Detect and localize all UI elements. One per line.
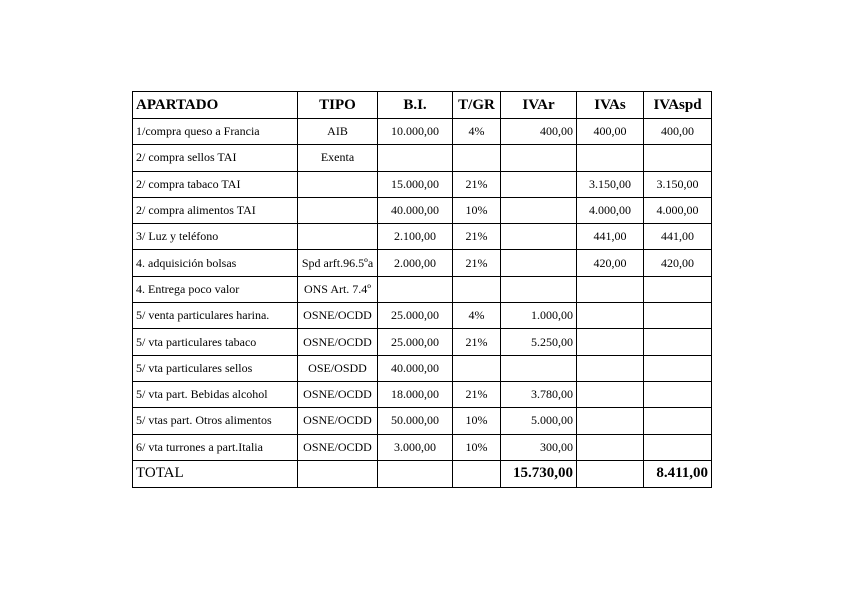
cell-ivas — [577, 355, 644, 381]
cell-ivaspd: 441,00 — [644, 224, 712, 250]
cell-ivar — [501, 224, 577, 250]
table-row — [133, 276, 712, 302]
cell-tipo: ONS Art. 7.4º — [298, 276, 378, 302]
cell-ivar — [501, 145, 577, 171]
cell-tgr: 4% — [453, 303, 501, 329]
header-row — [133, 92, 712, 119]
cell-ivaspd — [644, 145, 712, 171]
cell-ivaspd: 3.150,00 — [644, 171, 712, 197]
cell-tipo: OSNE/OCDD — [298, 329, 378, 355]
cell-tipo: OSNE/OCDD — [298, 303, 378, 329]
cell-tipo: OSNE/OCDD — [298, 381, 378, 407]
cell-bi: 25.000,00 — [378, 329, 453, 355]
cell-apartado: 4. Entrega poco valor — [133, 276, 298, 302]
header-ivar: IVAr — [501, 92, 577, 119]
cell-bi: 40.000,00 — [378, 355, 453, 381]
cell-ivaspd: 400,00 — [644, 119, 712, 145]
cell-ivar — [501, 276, 577, 302]
cell-ivar — [501, 250, 577, 276]
cell-apartado: 4. adquisición bolsas — [133, 250, 298, 276]
cell-ivaspd — [644, 355, 712, 381]
total-label: TOTAL — [133, 460, 298, 487]
cell-apartado: 5/ venta particulares harina. — [133, 303, 298, 329]
cell-tipo: AIB — [298, 119, 378, 145]
table-row — [133, 171, 712, 197]
cell-tipo — [298, 197, 378, 223]
total-ivas — [577, 460, 644, 487]
cell-bi: 40.000,00 — [378, 197, 453, 223]
cell-bi: 2.100,00 — [378, 224, 453, 250]
cell-ivaspd — [644, 329, 712, 355]
cell-tgr: 21% — [453, 250, 501, 276]
table-row — [133, 408, 712, 434]
cell-bi: 10.000,00 — [378, 119, 453, 145]
cell-ivar: 3.780,00 — [501, 381, 577, 407]
cell-ivas — [577, 303, 644, 329]
cell-ivas — [577, 381, 644, 407]
cell-ivaspd — [644, 434, 712, 460]
cell-tgr: 10% — [453, 434, 501, 460]
header-tipo: TIPO — [298, 92, 378, 119]
table-row — [133, 145, 712, 171]
cell-apartado: 2/ compra alimentos TAI — [133, 197, 298, 223]
cell-tgr: 21% — [453, 224, 501, 250]
cell-ivaspd: 420,00 — [644, 250, 712, 276]
cell-ivas: 4.000,00 — [577, 197, 644, 223]
cell-ivar: 5.250,00 — [501, 329, 577, 355]
cell-tgr — [453, 276, 501, 302]
cell-bi: 3.000,00 — [378, 434, 453, 460]
header-ivaspd: IVAspd — [644, 92, 712, 119]
cell-apartado: 3/ Luz y teléfono — [133, 224, 298, 250]
cell-ivas: 441,00 — [577, 224, 644, 250]
cell-ivas: 420,00 — [577, 250, 644, 276]
cell-tgr — [453, 145, 501, 171]
total-row — [133, 460, 712, 487]
table-row — [133, 329, 712, 355]
cell-tgr: 10% — [453, 197, 501, 223]
cell-tipo — [298, 171, 378, 197]
total-tgr — [453, 460, 501, 487]
cell-ivar — [501, 171, 577, 197]
cell-ivas — [577, 329, 644, 355]
cell-ivar: 400,00 — [501, 119, 577, 145]
cell-tgr: 21% — [453, 171, 501, 197]
header-tgr: T/GR — [453, 92, 501, 119]
cell-bi — [378, 276, 453, 302]
cell-apartado: 1/compra queso a Francia — [133, 119, 298, 145]
cell-apartado: 6/ vta turrones a part.Italia — [133, 434, 298, 460]
cell-tipo: OSNE/OCDD — [298, 408, 378, 434]
total-ivar: 15.730,00 — [501, 460, 577, 487]
cell-bi: 25.000,00 — [378, 303, 453, 329]
total-tipo — [298, 460, 378, 487]
cell-tipo: Exenta — [298, 145, 378, 171]
table-row — [133, 381, 712, 407]
cell-ivas — [577, 145, 644, 171]
cell-bi: 15.000,00 — [378, 171, 453, 197]
cell-bi: 50.000,00 — [378, 408, 453, 434]
cell-ivaspd — [644, 408, 712, 434]
table-row — [133, 197, 712, 223]
cell-apartado: 2/ compra tabaco TAI — [133, 171, 298, 197]
cell-bi: 2.000,00 — [378, 250, 453, 276]
cell-tgr — [453, 355, 501, 381]
cell-ivas: 400,00 — [577, 119, 644, 145]
cell-ivar — [501, 355, 577, 381]
iva-table — [132, 91, 712, 488]
table-row — [133, 250, 712, 276]
cell-tipo: Spd arft.96.5ºa — [298, 250, 378, 276]
cell-tipo: OSNE/OCDD — [298, 434, 378, 460]
total-bi — [378, 460, 453, 487]
header-bi: B.I. — [378, 92, 453, 119]
cell-tgr: 21% — [453, 381, 501, 407]
cell-tipo: OSE/OSDD — [298, 355, 378, 381]
cell-ivas — [577, 408, 644, 434]
cell-tgr: 10% — [453, 408, 501, 434]
cell-ivaspd — [644, 381, 712, 407]
cell-ivar: 300,00 — [501, 434, 577, 460]
cell-bi: 18.000,00 — [378, 381, 453, 407]
table-row — [133, 119, 712, 145]
total-ivaspd: 8.411,00 — [644, 460, 712, 487]
table-row — [133, 434, 712, 460]
cell-ivar: 1.000,00 — [501, 303, 577, 329]
header-ivas: IVAs — [577, 92, 644, 119]
table-body — [133, 92, 712, 488]
cell-ivar — [501, 197, 577, 223]
cell-tgr: 21% — [453, 329, 501, 355]
table-row — [133, 224, 712, 250]
cell-ivas: 3.150,00 — [577, 171, 644, 197]
cell-tgr: 4% — [453, 119, 501, 145]
table-row — [133, 303, 712, 329]
header-apartado: APARTADO — [133, 92, 298, 119]
cell-ivaspd — [644, 276, 712, 302]
cell-apartado: 5/ vtas part. Otros alimentos — [133, 408, 298, 434]
cell-apartado: 5/ vta part. Bebidas alcohol — [133, 381, 298, 407]
cell-ivas — [577, 434, 644, 460]
cell-ivar: 5.000,00 — [501, 408, 577, 434]
cell-ivaspd: 4.000,00 — [644, 197, 712, 223]
cell-tipo — [298, 224, 378, 250]
cell-apartado: 5/ vta particulares sellos — [133, 355, 298, 381]
cell-apartado: 5/ vta particulares tabaco — [133, 329, 298, 355]
cell-ivaspd — [644, 303, 712, 329]
cell-ivas — [577, 276, 644, 302]
cell-apartado: 2/ compra sellos TAI — [133, 145, 298, 171]
cell-bi — [378, 145, 453, 171]
table-row — [133, 355, 712, 381]
